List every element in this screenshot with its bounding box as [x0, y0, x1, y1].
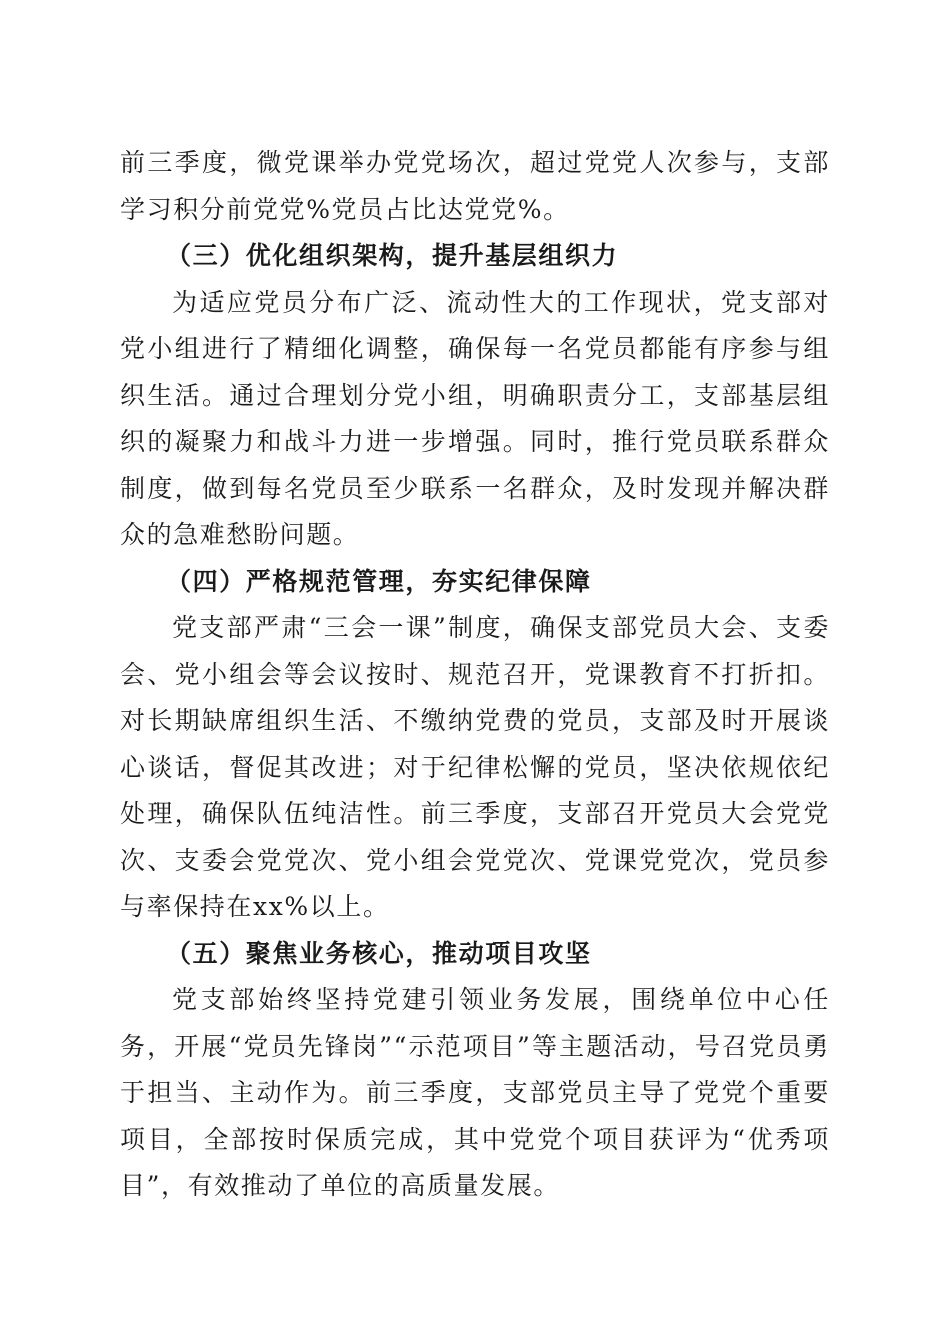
document-body: [120, 140, 830, 1210]
paragraph-intro-continued: 前三季度，微党课举办党党场次，超过党党人次参与，支部学习积分前党党%党员占比达党党%。: [120, 148, 830, 224]
paragraph-section-5: 党支部始终坚持党建引领业务发展，围绕单位中心任务，开展“党员先锋岗”“示范项目”等主题活动，号召党员勇于担当、主动作为。前三季度，支部党员主导了党党个重要项目，全部按时保质完成，其中党党个项目获评为“优秀项目”，有效推动了单位的高质量发展。: [120, 985, 830, 1200]
section-heading-4: （四）严格规范管理，夯实纪律保障: [166, 566, 592, 596]
paragraph-section-4: 党支部严肃“三会一课”制度，确保支部党员大会、支委会、党小组会等会议按时、规范召开，党课教育不打折扣。对长期缺席组织生活、不缴纳党费的党员，支部及时开展谈心谈话，督促其改进；对于纪律松懈的党员，坚决依规依纪处理，确保队伍纯洁性。前三季度，支部召开党员大会党党次、支委会党党次、党小组会党党次、党课党党次，党员参与率保持在xx%以上。: [120, 613, 830, 921]
section-heading-3: （三）优化组织架构，提升基层组织力: [166, 241, 619, 270]
section-heading-5: （五）聚焦业务核心，推动项目攻坚: [166, 938, 592, 968]
paragraph-section-3: 为适应党员分布广泛、流动性大的工作现状，党支部对党小组进行了精细化调整，确保每一名党员都能有序参与组织生活。通过合理划分党小组，明确职责分工，支部基层组织的凝聚力和战斗力进一步增强。同时，推行党员联系群众制度，做到每名党员至少联系一名群众，及时发现并解决群众的急难愁盼问题。: [120, 287, 830, 549]
